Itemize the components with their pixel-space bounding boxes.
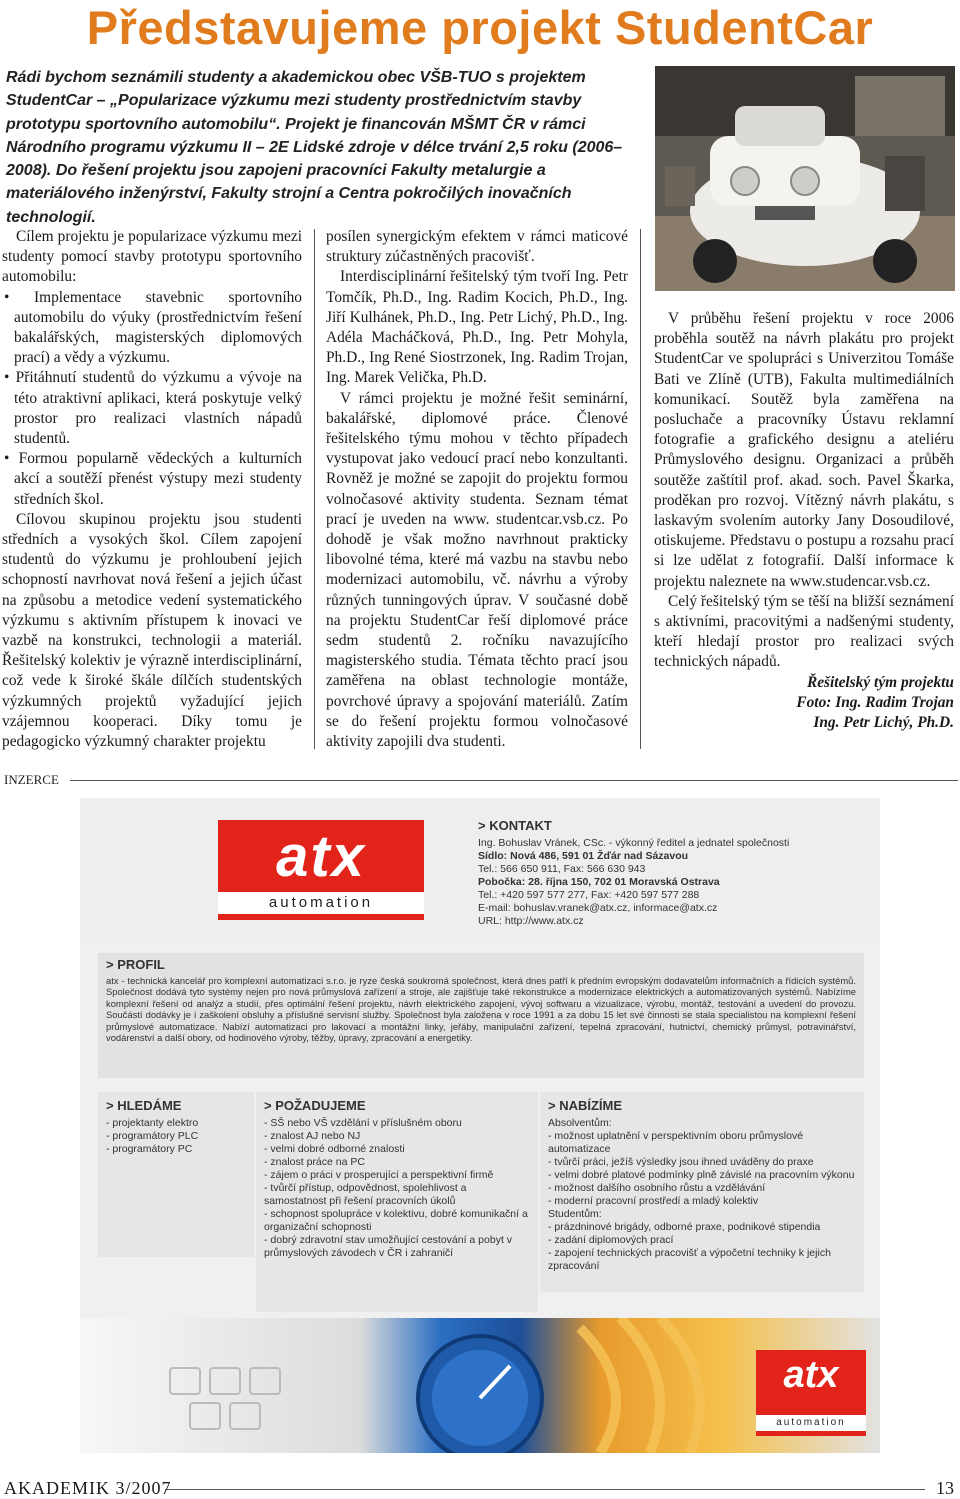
contact-line: Tel.: 566 650 911, Fax: 566 630 943 (478, 863, 646, 875)
atx-logo-small (756, 1350, 866, 1436)
bullet-item: • Implementace stavebnic sportovního automobilu do výuky (prostřednictvím řešení bakalářských, magisterských diplomových prací) a vědy a výzkumu. (4, 288, 302, 367)
paragraph: V průběhu řešení projektu v roce 2006 proběhla soutěž na návrh plakátu pro projekt StudentCar ve spolupráci s Univerzitou Tomáše Bati ve Zlíně (UTB), Fakulta multimediálních komunikací. Soutěž byla zaměřena na posluchače a pracovníky Ústavu reklamní fotografie a grafického designu a ateliéru Průmyslového designu. Organizaci a průběh soutěže zaštítil prof. akad. soch. Pavel Škarka, proděkan pro rozvoj. Vítězný návrh plakátu, s laskavým svolením autorky Jany Dosoudilové, otiskujeme. Představu o postupu a rozsahu prací si lze udělat z fotografií. Další informace k projektu naleznete na www.studencar.vsb.cz. (654, 310, 954, 590)
list-item: - znalost práce na PC (264, 1156, 365, 1168)
atx-advertisement (80, 798, 880, 1453)
advertisement-label: INZERCE (4, 772, 59, 787)
paragraph: V rámci projektu je možné řešit seminární, bakalářské, diplomové práce. Členové řešitelského týmu mohou v těchto případech vystupovat jako vedoucí prací nebo konzultanti. Rovněž je možné se zapojit do projektu formou volnočasové aktivity studenta. Seznam témat prací je uveden na www. studentcar.vsb.cz. Po dohodě je však možno navrhnout prakticky libovolné téma, které má vazbu na stavbu nebo modernizaci automobilu, vč. návrhu a výroby různých tunningových úprav. V současné době na projektu StudentCar řeší diplomové práce sedm studentů 2. ročníku navazujícího magisterského studia. Témata těchto prací jsou zaměřena na oblast technologie montáže, povrchové úpravy a spojování materiálů. Zatím se do řešení projektu formou volnočasové aktivity zapojili dva studenti. (326, 389, 628, 751)
contact-line: E-mail: bohuslav.vranek@atx.cz, informace@atx.cz (478, 902, 718, 914)
list-item: - projektanty elektro (106, 1117, 199, 1129)
profile-text: atx - technická kancelář pro komplexní automatizaci s.r.o. je ryze česká soukromá společnost, která dnes patří k předním evropským dodavatelům informačních a řídicích systémů. Společnost dodává tyto systémy nejen pro nová průmyslová zařízení a stroje, ale zajišťuje také rekonstrukce a modernizace elektrických a automatizovaných systémů. Nabízíme komplexní řešení od analýz a studií, přes optimální řešení projektu, návrh elektrického zapojení, vývoj softwaru a vizualizace, výrobu, montáž, testování a uvedení do provozu. Součástí dodávky je i zaškolení obsluhy a příslušné servisní služby. Společnost byla založena v roce 1991 a za dobu 15 let své činnosti se stala specialistou na komplexní řešení průmyslové automatizace. Nabízí automatizaci pro lakovací a montážní linky, jeřáby, manipulační zařízení, tepelná zpracování, hutnictví, chemický průmysl, potravinářství, vodárenství a další obory, od hodinového výroby, těžby, úpravy, zpracování a energetiky. (106, 975, 856, 1044)
footer-publication: AKADEMIK 3/2007 (4, 1478, 172, 1498)
list-item: - velmi dobré platové podmínky plně závislé na pracovním výkonu (548, 1169, 855, 1181)
list-item: - dobrý zdravotní stav umožňující cestování a pobyt v průmyslových závodech v ČR i zahraničí (264, 1234, 513, 1259)
list-item: - SŠ nebo VŠ vzdělání v příslušném oboru (264, 1117, 462, 1129)
footer-line (165, 1489, 925, 1490)
list-item: Studentům: (548, 1208, 602, 1220)
list-item: - programátory PLC (106, 1130, 199, 1142)
pozadujeme-heading: > POŽADUJEME (264, 1098, 366, 1113)
nabizime-heading: > NABÍZÍME (548, 1098, 623, 1113)
contact-line: Tel.: +420 597 577 277, Fax: +420 597 577 288 (478, 889, 700, 901)
bullet-item: • Formou popularně vědeckých a kulturních akcí a soutěží přenést výstupy mezi studenty středních škol. (4, 450, 302, 508)
contact-line: Sídlo: Nová 486, 591 01 Žďár nad Sázavou (478, 850, 689, 862)
column-middle (326, 227, 628, 752)
contact-lines (478, 837, 868, 928)
column-left (2, 227, 302, 752)
contact-line: Pobočka: 28. října 150, 702 01 Moravská Ostrava (478, 876, 720, 888)
bullet-item: • Přitáhnutí studentů do výzkumu a vývoje na této atraktivní aplikaci, která poskytuje velký prostor pro realizaci vlastních nápadů studentů. (4, 369, 302, 448)
list-item: - tvůrčí práci, ježíš výsledky jsou ihned uváděny do praxe (548, 1156, 814, 1168)
column-divider (640, 229, 641, 749)
ad-hledame (98, 1092, 254, 1257)
ad-nabizime (540, 1092, 864, 1292)
list-item: - možnost dalšího osobního růstu a vzdělávání (548, 1182, 766, 1194)
ad-pozadujeme (256, 1092, 538, 1312)
logo-text: atx (276, 824, 366, 889)
list-item: - moderní pracovní prostředí a mladý kolektiv (548, 1195, 759, 1207)
paragraph: Interdisciplinární řešitelský tým tvoří Ing. Petr Tomčík, Ph.D., Ing. Radim Kocich, Ph.D., Ing. Jiří Kulhánek, Ph.D., Ing. Petr Lichý, Ph.D., Ing. Adéla Macháčková, Ph.D., Ing. Petr Mohyla, Ph.D., Ing René Siostrzonek, Ing. Radim Trojan, Ing. Marek Velička, Ph.D. (326, 268, 628, 387)
paragraph: Celý řešitelský tým se těší na bližší seznámení s aktivními, pracovitými a nadšenými studenty, kteří hledají prostor pro realizaci svých technických nápadů. (654, 592, 954, 671)
list-item: - zadání diplomových prací (548, 1234, 674, 1246)
list-item: - programátory PC (106, 1143, 193, 1155)
list-item: - znalost AJ nebo NJ (264, 1130, 361, 1142)
ad-contact (478, 818, 868, 928)
signature-line: Ing. Petr Lichý, Ph.D. (813, 714, 954, 732)
signature-line: Řešitelský tým projektu (806, 673, 954, 691)
hledame-heading: > HLEDÁME (106, 1098, 182, 1113)
list-item: Absolventům: (548, 1117, 612, 1129)
atx-logo (218, 820, 424, 920)
list-item: - zapojení technických pracovišť a výpočetní techniky k jejich zpracování (548, 1247, 831, 1272)
paragraph: Cílem projektu je popularizace výzkumu mezi studenty pomocí stavby prototypu sportovního automobilu: (2, 228, 302, 286)
page-number: 13 (936, 1478, 954, 1498)
logo-subtext: automation (218, 892, 424, 914)
contact-heading: > KONTAKT (478, 818, 552, 833)
page-title: Představujeme projekt StudentCar (86, 1, 874, 54)
list-item: - tvůrčí přístup, odpovědnost, spolehlivost a samostatnost při řešení pracovních úkolů (264, 1182, 467, 1207)
list-item: - schopnost spolupráce v kolektivu, dobré komunikační a organizační schopnosti (264, 1208, 528, 1233)
column-divider (314, 229, 315, 749)
contact-line: Ing. Bohuslav Vránek, CSc. - výkonný ředitel a jednatel společnosti (478, 837, 790, 849)
intro-paragraph: Rádi bychom seznámili studenty a akademickou obec VŠB-TUO s projektem StudentCar – „Popularizace výzkumu mezi studenty prostřednictvím stavby prototypu sportovního automobilu“. Projekt je financován MŠMT ČR v rámci Národního programu výzkumu II – 2E Lidské zdroje v délce trvání 2,5 roku (2006–2008). Do řešení projektu jsou zapojeni pracovníci Fakulty metalurgie a materiálového inženýrství, Fakulty strojní a Centra pokročilých inovačních technologií. (6, 69, 623, 226)
paragraph: posílen synergickým efektem v rámci maticové struktury zúčastněných pracovišť. (326, 228, 628, 266)
signature-line: Foto: Ing. Radim Trojan (796, 693, 954, 711)
list-item: - velmi dobré odborné znalosti (264, 1143, 405, 1155)
paragraph: Cílovou skupinou projektu jsou studenti středních a vysokých škol. Cílem zapojení studentů do výzkumu je prohloubení jejich schopností navrhovat nová řešení a jejich účast na způsobu a metodice vedení systematického výzkumu s aktivním přístupem k inovaci ve vazbě na konstrukci, technologii a materiál. Řešitelský kolektiv je výrazně interdisciplinární, což vede k široké škále dílčích studentských výzkumných projektů vyžadující jejich vzájemnou kooperaci. Díky tomu je pedagogicko výzkumný charakter projektu (2, 510, 302, 751)
list-item: - zájem o práci v prosperující a perspektivní firmě (264, 1169, 494, 1181)
profile-heading: > PROFIL (106, 957, 165, 972)
list-item: - možnost uplatnění v perspektivním oboru průmyslové automatizace (548, 1130, 804, 1155)
ad-profile (98, 953, 864, 1078)
list-item: - prázdninové brigády, odborné praxe, podnikové stipendia (548, 1221, 821, 1233)
divider (70, 780, 958, 781)
logo-text: atx (783, 1354, 839, 1396)
studentcar-photo (655, 66, 955, 291)
logo-subtext: automation (756, 1415, 866, 1431)
contact-line: URL: http://www.atx.cz (478, 915, 584, 927)
column-right (654, 309, 954, 733)
